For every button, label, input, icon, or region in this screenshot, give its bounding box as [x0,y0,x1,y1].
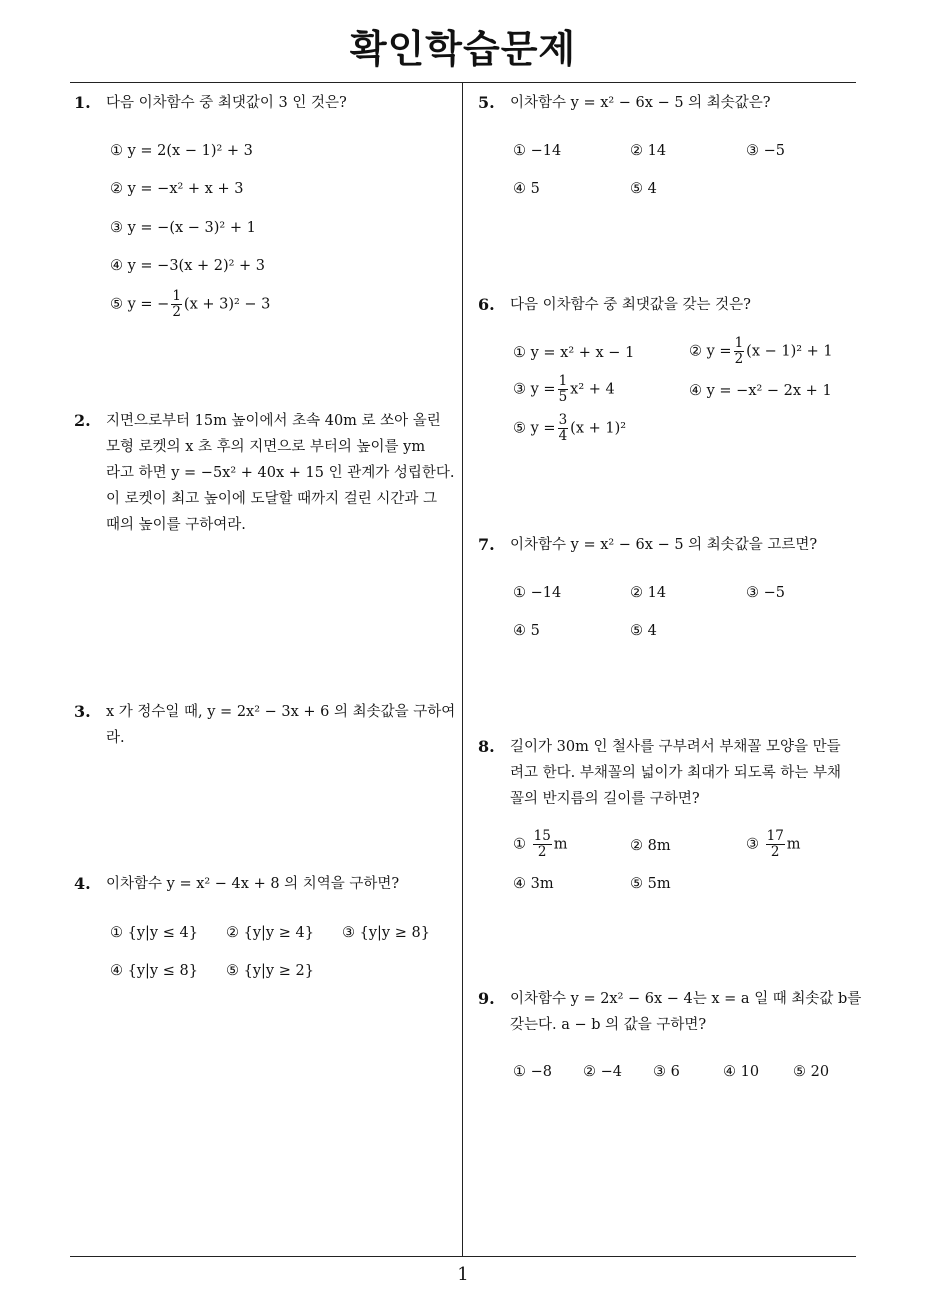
q9-option-1[interactable]: ① −8 [513,1064,552,1080]
q6-option-1[interactable]: ① y = x² + x − 1 [513,345,635,361]
q1-option-1[interactable]: ① y = 2(x − 1)² + 3 [110,143,253,159]
denominator: 2 [734,351,744,367]
q5-option-5[interactable]: ⑤ 4 [630,181,657,197]
q1-option-2[interactable]: ② y = −x² + x + 3 [110,181,244,197]
question-number: 5. [478,93,495,112]
question-3 [74,699,459,759]
question-number: 1. [74,93,91,112]
numerator: 3 [558,412,568,428]
top-rule [70,82,856,83]
q6-option-4[interactable]: ④ y = −x² − 2x + 1 [689,383,832,399]
option-unit: m [786,836,801,853]
bottom-rule [70,1256,856,1257]
q8-option-4[interactable]: ④ 3m [513,876,554,892]
q5-option-1[interactable]: ① −14 [513,143,562,159]
q6-option-3[interactable] [513,374,615,405]
question-text: 이차함수 y = x² − 6x − 5 의 최솟값은? [510,95,771,111]
q9-option-5[interactable]: ⑤ 20 [793,1064,830,1080]
q9-option-2[interactable]: ② −4 [583,1064,622,1080]
q4-option-3[interactable]: ③ {y|y ≥ 8} [342,925,430,941]
question-line: 이 로켓이 최고 높이에 도달할 때까지 걸린 시간과 그 [106,491,438,507]
question-line: 갖는다. a − b 의 값을 구하면? [510,1017,707,1033]
numerator: 17 [766,828,784,844]
q8-option-5[interactable]: ⑤ 5m [630,876,671,892]
q7-option-5[interactable]: ⑤ 4 [630,623,657,639]
question-line: 꼴의 반지름의 길이를 구하면? [510,791,700,807]
q6-option-5[interactable] [513,413,626,444]
option-prefix: ③ y = [513,381,556,398]
q9-option-4[interactable]: ④ 10 [723,1064,760,1080]
fraction [171,289,182,320]
fraction [734,336,745,367]
fraction [558,374,569,405]
denominator: 2 [172,304,181,320]
q8-option-3[interactable] [746,829,801,860]
question-text: 다음 이차함수 중 최댓값이 3 인 것은? [106,95,347,111]
q4-option-2[interactable]: ② {y|y ≥ 4} [226,925,314,941]
denominator: 2 [537,844,547,860]
numerator: 1 [734,335,744,351]
column-divider [462,82,463,1257]
question-number: 4. [74,874,91,893]
question-line: x 가 정수일 때, y = 2x² − 3x + 6 의 최솟값을 구하여 [106,704,456,720]
option-prefix: ② y = [689,343,732,360]
q4-option-5[interactable]: ⑤ {y|y ≥ 2} [226,963,314,979]
question-2 [74,408,459,548]
q4-option-1[interactable]: ① {y|y ≤ 4} [110,925,198,941]
question-line: 려고 한다. 부채꼴의 넓이가 최대가 되도록 하는 부채 [510,765,842,781]
q7-option-2[interactable]: ② 14 [630,585,667,601]
option-prefix: ⑤ y = [513,420,556,437]
option-suffix: x² + 4 [570,381,615,398]
question-8 [478,734,863,814]
question-line: 라고 하면 y = −5x² + 40x + 15 인 관계가 성립한다. [106,465,455,481]
question-line: 이차함수 y = 2x² − 6x − 4는 x = a 일 때 최솟값 b를 [510,991,862,1007]
numerator: 1 [558,373,568,389]
question-text: 이차함수 y = x² − 4x + 8 의 치역을 구하면? [106,876,400,892]
option-prefix: ① [513,836,526,853]
q9-option-3[interactable]: ③ 6 [653,1064,680,1080]
question-text: 다음 이차함수 중 최댓값을 갖는 것은? [510,297,751,313]
q5-option-3[interactable]: ③ −5 [746,143,785,159]
q7-option-4[interactable]: ④ 5 [513,623,540,639]
page-title: 확인학습문제 [349,27,577,71]
q1-option-5[interactable] [110,289,270,320]
question-9 [478,986,863,1046]
q5-option-4[interactable]: ④ 5 [513,181,540,197]
denominator: 5 [558,389,568,405]
q1-option-3[interactable]: ③ y = −(x − 3)² + 1 [110,220,256,236]
option-suffix: (x + 3)² − 3 [183,296,271,313]
q4-option-4[interactable]: ④ {y|y ≤ 8} [110,963,198,979]
option-suffix: (x − 1)² + 1 [746,343,833,360]
question-line: 라. [106,730,125,746]
question-number: 6. [478,295,495,314]
q7-option-3[interactable]: ③ −5 [746,585,785,601]
page-number: 1 [457,1264,469,1285]
option-prefix: ③ [746,836,759,853]
fraction [558,413,569,444]
question-number: 8. [478,737,495,756]
option-unit: m [553,836,568,853]
numerator: 1 [172,288,181,304]
question-line: 지면으로부터 15m 높이에서 초속 40m 로 쏘아 올린 [106,413,441,429]
q6-option-2[interactable] [689,336,833,367]
question-number: 9. [478,989,495,1008]
question-line: 때의 높이를 구하여라. [106,517,246,533]
q8-option-2[interactable]: ② 8m [630,838,671,854]
option-suffix: (x + 1)² [570,420,627,437]
q7-option-1[interactable]: ① −14 [513,585,562,601]
q8-option-1[interactable] [513,829,568,860]
denominator: 4 [558,428,568,444]
numerator: 15 [533,828,551,844]
question-number: 2. [74,411,91,430]
q5-option-2[interactable]: ② 14 [630,143,667,159]
q1-option-4[interactable]: ④ y = −3(x + 2)² + 3 [110,258,266,274]
denominator: 2 [770,844,780,860]
question-number: 7. [478,535,495,554]
question-number: 3. [74,702,91,721]
option-prefix: ⑤ y = − [110,296,170,313]
fraction [766,829,785,860]
question-line: 길이가 30m 인 철사를 구부려서 부채꼴 모양을 만들 [510,739,841,755]
question-line: 모형 로켓의 x 초 후의 지면으로 부터의 높이를 ym [106,439,426,455]
fraction [533,829,552,860]
question-text: 이차함수 y = x² − 6x − 5 의 최솟값을 고르면? [510,537,818,553]
